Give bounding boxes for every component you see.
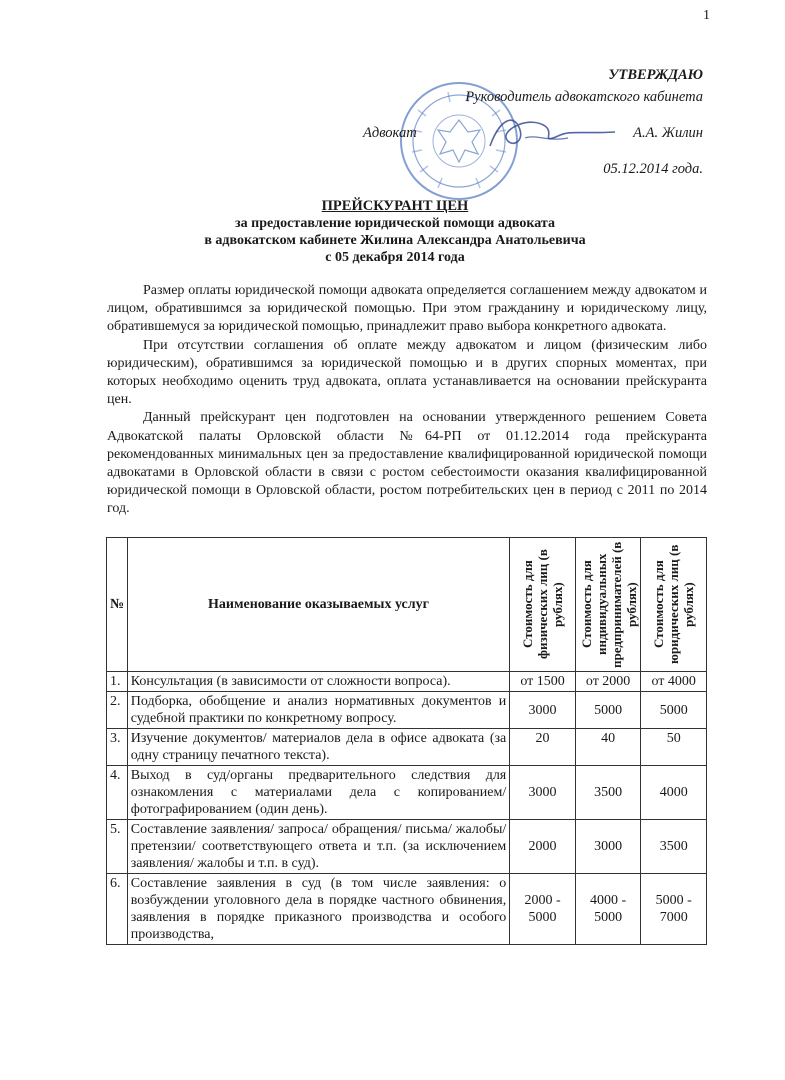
price-legal: 3500 <box>641 820 707 874</box>
service-name: Составление заявления/ запроса/ обращения/ письма/ жалобы/ претензии/ соответствующего ответа и т.п. (за исключением заявления/ жалобы и т.п. в суд). <box>127 820 510 874</box>
table-row <box>107 692 707 729</box>
price-individuals: от 1500 <box>510 672 576 692</box>
table-row <box>107 766 707 820</box>
price-entrepreneurs: от 2000 <box>575 672 641 692</box>
price-individuals: 2000 <box>510 820 576 874</box>
table-row <box>107 820 707 874</box>
approval-heading: УТВЕРЖДАЮ <box>608 67 703 83</box>
price-legal: 50 <box>641 729 707 766</box>
intro-text <box>107 282 707 519</box>
price-entrepreneurs: 4000 - 5000 <box>575 874 641 945</box>
price-list-title: ПРЕЙСКУРАНТ ЦЕН <box>321 198 469 214</box>
paragraph-2: При отсутствии соглашения об оплате между адвокатом и лицом (физическим либо юридическим), обратившимся за юридической помощью и в других спорных моментах, при которых необходимо оценить труд адвоката, оплата устанавливается на основании прейскуранта цен. <box>107 337 707 408</box>
row-num: 4. <box>107 766 128 820</box>
price-legal: 5000 <box>641 692 707 729</box>
table-row <box>107 729 707 766</box>
price-entrepreneurs: 3000 <box>575 820 641 874</box>
service-name: Составление заявления в суд (в том числе заявления: о возбуждении уголовного дела в порядке частного обвинения, заявления в порядке приказного производства и особого производства, <box>127 874 510 945</box>
price-legal: 4000 <box>641 766 707 820</box>
service-name: Консультация (в зависимости от сложности вопроса). <box>127 672 510 692</box>
price-individuals: 3000 <box>510 766 576 820</box>
row-num: 6. <box>107 874 128 945</box>
service-name: Выход в суд/органы предварительного следствия для ознакомления с материалами дела с копированием/фотографированием (один день). <box>127 766 510 820</box>
paragraph-1: Размер оплаты юридической помощи адвоката определяется соглашением между адвокатом и лицом, обратившимся за юридической помощью. При этом гражданину и юридическому лицу, обратившемуся за юридической помощью, принадлежит право выбора конкретного адвоката. <box>107 283 707 335</box>
paragraph-3: Данный прейскурант цен подготовлен на основании утвержденного решением Совета Адвокатской палаты Орловской области №64-РП от 01.12.2014 года прейскуранта рекомендованных минимальных цен за предоставление квалифицированной юридической помощи адвокатами в Орловской области в связи с ростом себестоимости оказания квалифицированной юридической помощи в Орловской области, ростом потребительских цен в период с 2011 по 2014 год. <box>107 410 707 517</box>
table-row <box>107 874 707 945</box>
approver-position: Руководитель адвокатского кабинета <box>465 89 703 105</box>
header-num: № <box>107 538 128 672</box>
price-individuals: 20 <box>510 729 576 766</box>
title-line-2: в адвокатском кабинете Жилина Александра Анатольевича <box>204 233 586 248</box>
price-entrepreneurs: 5000 <box>575 692 641 729</box>
title-line-1: за предоставление юридической помощи адвоката <box>235 216 555 231</box>
document-title <box>100 198 690 266</box>
price-individuals: 3000 <box>510 692 576 729</box>
row-num: 5. <box>107 820 128 874</box>
price-individuals: 2000 - 5000 <box>510 874 576 945</box>
price-legal: от 4000 <box>641 672 707 692</box>
price-table <box>106 537 707 945</box>
lawyer-label: Адвокат <box>363 125 417 141</box>
table-header-row <box>107 538 707 672</box>
header-entrepreneurs: Стоимость для индивидуальных предпринимателей (в рублях) <box>575 538 641 672</box>
header-individuals: Стоимость для физических лиц (в рублях) <box>510 538 576 672</box>
title-line-3: с 05 декабря 2014 года <box>325 250 465 265</box>
approval-block <box>323 64 703 180</box>
page-number: 1 <box>703 8 710 23</box>
approval-date: 05.12.2014 года. <box>603 161 703 177</box>
service-name: Изучение документов/ материалов дела в офисе адвоката (за одну страницу печатного текста). <box>127 729 510 766</box>
header-service-name: Наименование оказываемых услуг <box>127 538 510 672</box>
table-row <box>107 672 707 692</box>
header-legal-entities: Стоимость для юридических лиц (в рублях) <box>641 538 707 672</box>
price-legal: 5000 - 7000 <box>641 874 707 945</box>
signer-name: А.А. Жилин <box>633 125 703 141</box>
signature-row <box>323 122 703 144</box>
price-entrepreneurs: 3500 <box>575 766 641 820</box>
service-name: Подборка, обобщение и анализ нормативных документов и судебной практики по конкретному вопросу. <box>127 692 510 729</box>
row-num: 1. <box>107 672 128 692</box>
row-num: 3. <box>107 729 128 766</box>
price-entrepreneurs: 40 <box>575 729 641 766</box>
row-num: 2. <box>107 692 128 729</box>
